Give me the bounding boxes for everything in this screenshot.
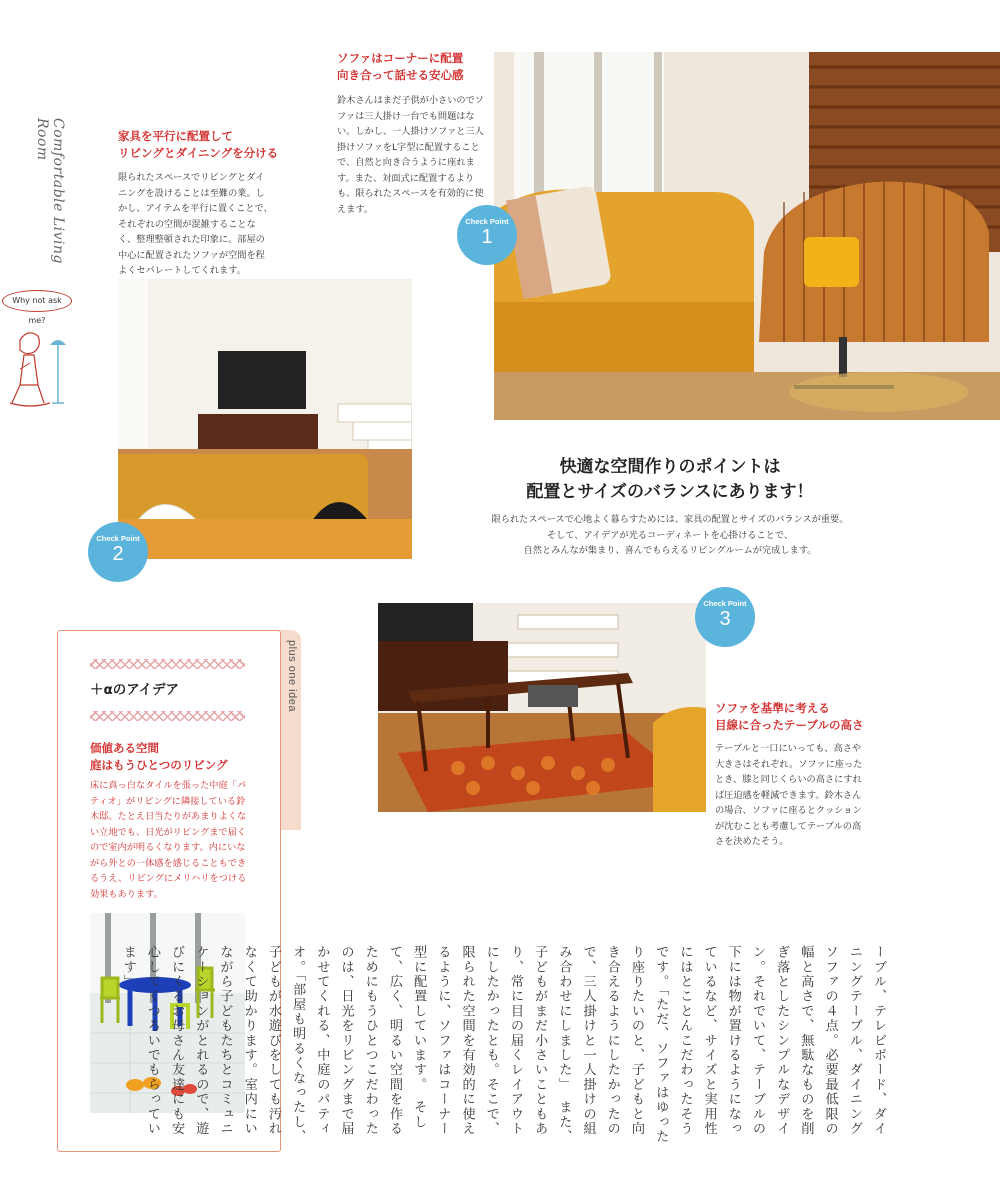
main-headline-line-2: 配置とサイズのバランスにあります！ bbox=[526, 482, 814, 502]
photo-coffee-table bbox=[378, 603, 706, 812]
idea-text: 床に真っ白なタイルを張った中庭「パティオ」がリビングに隣接している鈴木邸。たとえ日当たりがあまりよくない立地でも、日光がリビングまで届くので室内が明るくなります。内にいながら外との一体感を感じることもできるうえ、リビングにメリハリをつける効果もあります。 bbox=[90, 780, 247, 900]
idea-tab-label: plus one idea bbox=[286, 640, 298, 712]
checkpoint-3-badge-label: Check Point bbox=[703, 599, 747, 608]
checkpoint-3-headline bbox=[715, 700, 885, 734]
checkpoint-2-badge-label: Check Point bbox=[96, 534, 140, 543]
checkpoint-3-badge bbox=[695, 587, 755, 647]
checkpoint-3-badge-number: 3 bbox=[719, 608, 731, 630]
vertical-body-text: ーブル、テレビボード、ダイニングテーブル、ダイニングソファの４点。必要最低限の幅と高さで、無駄なものを削ぎ落としたシンプルなデザイン。それでいて、テーブルの下には物が置けるようになっているなど、サイズと実用性にはとことんこだわったそうです。「ただ、ソファはゆったり座りたいのと、子どもと向き合えるようにしたかったので、三人掛けと一人掛けの組み合わせにしました」 また、子どもがまだ小さいこともあり、常に目の届くレイアウトにしたかったとも。そこで、限られた空間を有効的に使えるように、ソファはコーナー型に配置しています。 そして、広く、明るい空間を作るためにもうひとつこだわったのは、日光をリビングまで届かせてくれる、中庭のパティオ。「部屋も明るくなったし、子どもが水遊びをしても汚れなくて助かります。室内にいながら子どもたちとコミュニケーションがとれるので、遊びにくるお母さん友達にも安心してくつろいでもらっています」 bbox=[120, 945, 886, 1145]
main-lead bbox=[470, 512, 870, 559]
checkpoint-3-text: テーブルと一口にいっても、高さや大きさはそれぞれ。ソファに座ったとき、膝と同じくらいの高さにすれば圧迫感を軽減できます。鈴木さんの場合、ソファに座るとクッションが沈むことも考慮してテーブルの高さを決めたそう。 bbox=[715, 743, 863, 847]
checkpoint-2-text: 限られたスペースでリビングとダイニングを設けることは至難の業。しかし、アイテムを平行に置くことで、それぞれの空間が混雑することなく、整理整頓された印象に。部屋の中心に配置されたソファが空間を程よくセパレートしてくれます。 bbox=[118, 172, 273, 276]
photo-living-dining bbox=[118, 279, 412, 559]
main-lead-line-3: 自然とみんなが集まり、喜んでもらえるリビングルームが完成します。 bbox=[523, 545, 817, 556]
checkpoint-2-badge-number: 2 bbox=[112, 543, 124, 565]
main-headline bbox=[480, 455, 860, 505]
speech-bubble: Why not ask me? bbox=[2, 290, 72, 312]
checkpoint-2-headline bbox=[118, 128, 318, 162]
idea-headline bbox=[90, 740, 275, 774]
checkpoint-3-headline-line-2: 目線に合ったテーブルの高さ bbox=[715, 718, 864, 732]
main-headline-line-1: 快適な空間作りのポイントは bbox=[559, 457, 781, 477]
main-lead-line-1: 限られたスペースで心地よく暮らすためには、家具の配置とサイズのバランスが重要。 bbox=[491, 514, 849, 525]
zigzag-divider-top bbox=[90, 659, 245, 669]
checkpoint-1-text: 鈴木さんはまだ子供が小さいのでソファは三人掛け一台でも問題はない。しかし、一人掛けソファと三人掛けソファをL字型に配置することで、自然と向き合うように座れます。また、対面式に配置するよりも、限られたスペースを有効的に使えます。 bbox=[337, 95, 484, 215]
checkpoint-1-headline-line-2: 向き合って話せる安心感 bbox=[337, 68, 464, 82]
checkpoint-2-headline-line-2: リビングとダイニングを分ける bbox=[118, 146, 279, 160]
checkpoint-1-badge-label: Check Point bbox=[465, 217, 509, 226]
checkpoint-2-badge bbox=[88, 522, 148, 582]
side-title: Comfortable Living Room bbox=[34, 118, 66, 265]
photo-sofa-corner bbox=[494, 52, 1000, 420]
idea-headline-line-1: 価値ある空間 bbox=[90, 741, 159, 755]
checkpoint-2-headline-line-1: 家具を平行に配置して bbox=[118, 129, 233, 143]
zigzag-divider-bottom bbox=[90, 711, 245, 721]
checkpoint-1-headline-line-1: ソファはコーナーに配置 bbox=[337, 51, 464, 65]
checkpoint-1-badge bbox=[457, 205, 517, 265]
checkpoint-3-headline-line-1: ソファを基準に考える bbox=[715, 701, 830, 715]
checkpoint-1-badge-number: 1 bbox=[481, 226, 493, 248]
checkpoint-1-headline bbox=[337, 50, 512, 84]
main-lead-line-2: そして、アイデアが光るコーディネートを心掛けることで、 bbox=[546, 529, 794, 541]
idea-headline-line-2: 庭はもうひとつのリビング bbox=[90, 758, 228, 772]
idea-title: ＋αのアイデア bbox=[90, 682, 180, 698]
